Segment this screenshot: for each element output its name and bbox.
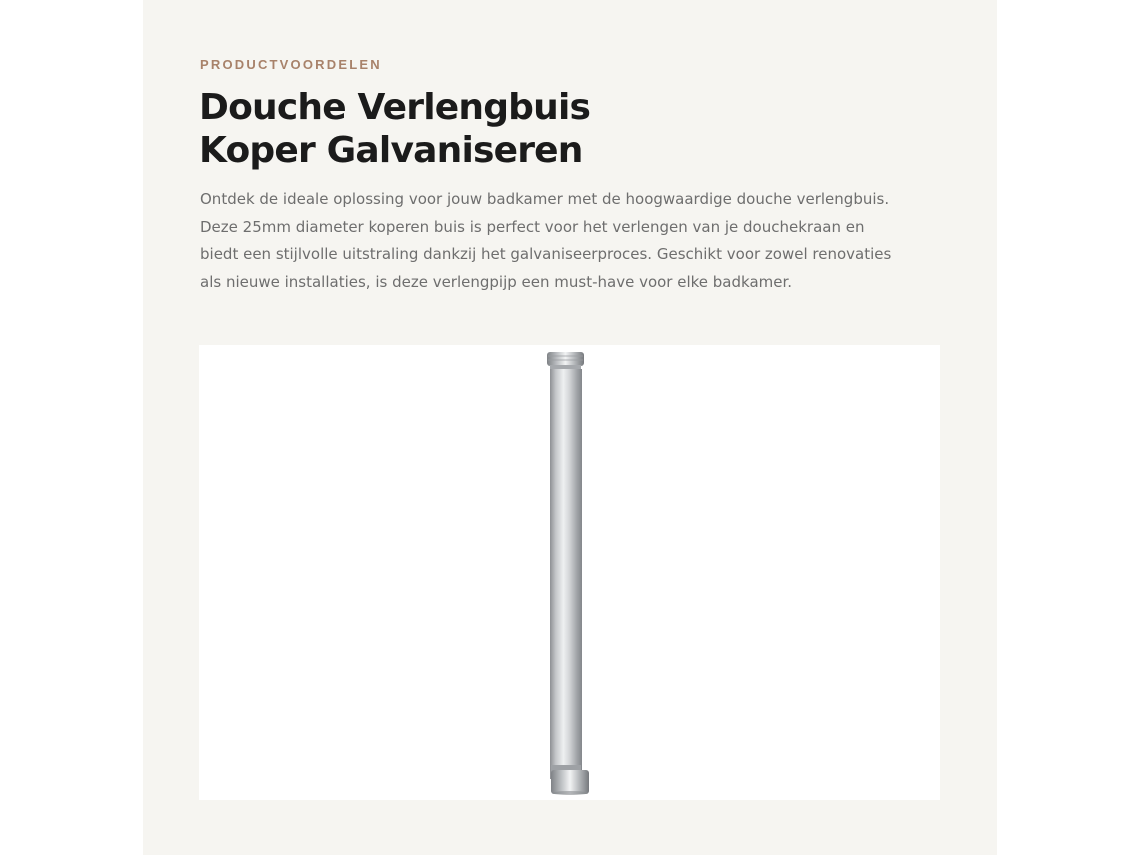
product-description: Ontdek de ideale oplossing voor jouw badkamer met de hoogwaardige douche verlengbuis. Deze 25mm diameter koperen buis is perfect voor het verlengen van je douchekraan en biedt een stijlvolle uitstraling dankzij het galvaniseerproces. Geschikt voor zowel renovaties als nieuwe installaties, is deze verlengpijp een must-have voor elke badkamer.	[200, 190, 892, 291]
pipe-top-fitting	[547, 352, 584, 366]
product-benefits-section	[143, 0, 997, 855]
product-image	[199, 345, 940, 800]
product-title-line-2: Koper Galvaniseren	[199, 130, 583, 171]
pipe-body	[550, 369, 582, 779]
section-eyebrow: PRODUCTVOORDELEN	[200, 57, 382, 72]
shower-extension-pipe-image	[199, 345, 940, 800]
product-title-line-1: Douche Verlengbuis	[199, 87, 591, 128]
pipe-bottom-fitting	[551, 770, 589, 794]
product-title	[199, 86, 899, 172]
